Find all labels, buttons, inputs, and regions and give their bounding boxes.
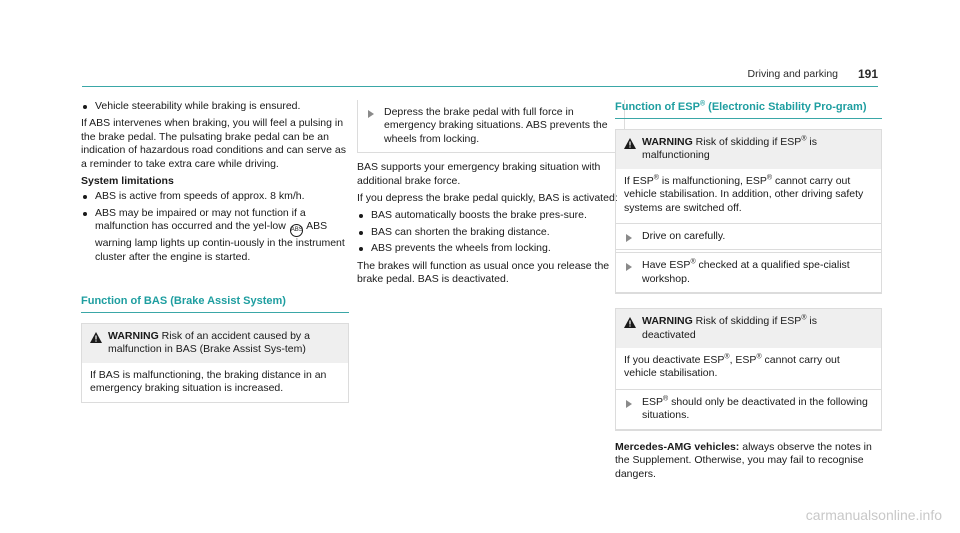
warning-header: WARNING Risk of skidding if ESP® is deactivated — [616, 309, 881, 348]
action-step: Have ESP® checked at a qualified spe-cialist workshop. — [616, 252, 881, 293]
amg-note: Mercedes-AMG vehicles: always observe the notes in the Supplement. Otherwise, you may fail to recognise dangers. — [615, 440, 872, 480]
warning-triangle-icon — [624, 317, 636, 328]
action-arrow-icon — [626, 400, 632, 408]
action-arrow-icon — [368, 110, 374, 118]
bas-section-heading: Function of BAS (Brake Assist System) — [81, 294, 349, 313]
page-number: 191 — [857, 67, 878, 81]
bas-activation-paragraph: If you depress the brake pedal quickly, BAS is activated: — [357, 192, 618, 205]
watermark: carmanualsonline.info — [805, 507, 942, 523]
esp-deactivated-warning-box — [615, 308, 882, 430]
warning-triangle-icon — [90, 332, 102, 343]
limitations-list — [81, 190, 349, 264]
brakes-paragraph: The brakes will function as usual once you release the brake pedal. BAS is deactivated. — [357, 259, 610, 286]
list-item: ABS prevents the wheels from locking. — [357, 242, 625, 255]
system-limitations-heading: System limitations — [81, 175, 174, 188]
column-right — [615, 100, 882, 485]
column-left — [81, 100, 349, 413]
warning-title: WARNING — [642, 136, 693, 148]
action-arrow-icon — [626, 263, 632, 271]
esp-section-heading: Function of ESP® (Electronic Stability Pro-gram) — [615, 100, 882, 119]
list-item: ABS is active from speeds of approx. 8 km/h. — [81, 190, 349, 203]
list-item: BAS automatically boosts the brake pres-sure. — [357, 209, 625, 222]
list-item: ABS may be impaired or may not function if a malfunction has occurred and the yel-low ABS ABS warning lamp lights up contin-uously in the instrument cluster after the engine is started. — [81, 207, 349, 264]
warning-header: WARNING Risk of skidding if ESP® is malfunctioning — [616, 130, 881, 169]
warning-title: WARNING — [642, 315, 693, 328]
bas-bullets — [357, 209, 625, 255]
list-item: BAS can shorten the braking distance. — [357, 226, 625, 239]
warning-triangle-icon — [624, 138, 636, 149]
action-step: ESP® should only be deactivated in the following situations. — [616, 389, 881, 430]
section-label: Driving and parking — [747, 68, 838, 80]
warning-header — [82, 324, 348, 363]
action-step: Depress the brake pedal with full force in emergency braking situations. ABS prevents the wheels from locking. — [358, 100, 624, 152]
warning-body: If you deactivate ESP®, ESP® cannot carry out vehicle stabilisation. — [624, 353, 840, 380]
action-arrow-icon — [626, 234, 632, 242]
page-header — [82, 68, 878, 87]
warning-title: WARNING — [108, 330, 159, 343]
list-item: Vehicle steerability while braking is ensured. — [81, 100, 349, 113]
action-step: Drive on carefully. — [616, 223, 881, 250]
bullet-list — [81, 100, 349, 113]
warning-body: If BAS is malfunctioning, the braking distance in an emergency braking situation is increased. — [90, 368, 327, 395]
abs-paragraph: If ABS intervenes when braking, you will feel a pulsing in the brake pedal. The pulsating brake pedal can be an indication of hazardous road conditions and can serve as a reminder to take extra care while driving. — [81, 117, 347, 170]
bas-paragraph: BAS supports your emergency braking situation with additional brake force. — [357, 161, 601, 187]
column-middle — [357, 100, 625, 290]
bas-warning-box — [81, 323, 349, 403]
warning-body: If ESP® is malfunctioning, ESP® cannot carry out vehicle stabilisation. In addition, other driving safety systems are switched off. — [624, 174, 864, 214]
esp-malfunction-warning-box — [615, 129, 882, 294]
action-box — [357, 100, 625, 153]
warning-text: Risk of an accident caused by a malfunction in BAS (Brake Assist Sys-tem) — [108, 330, 310, 356]
abs-warning-lamp-icon: ABS — [290, 224, 303, 237]
